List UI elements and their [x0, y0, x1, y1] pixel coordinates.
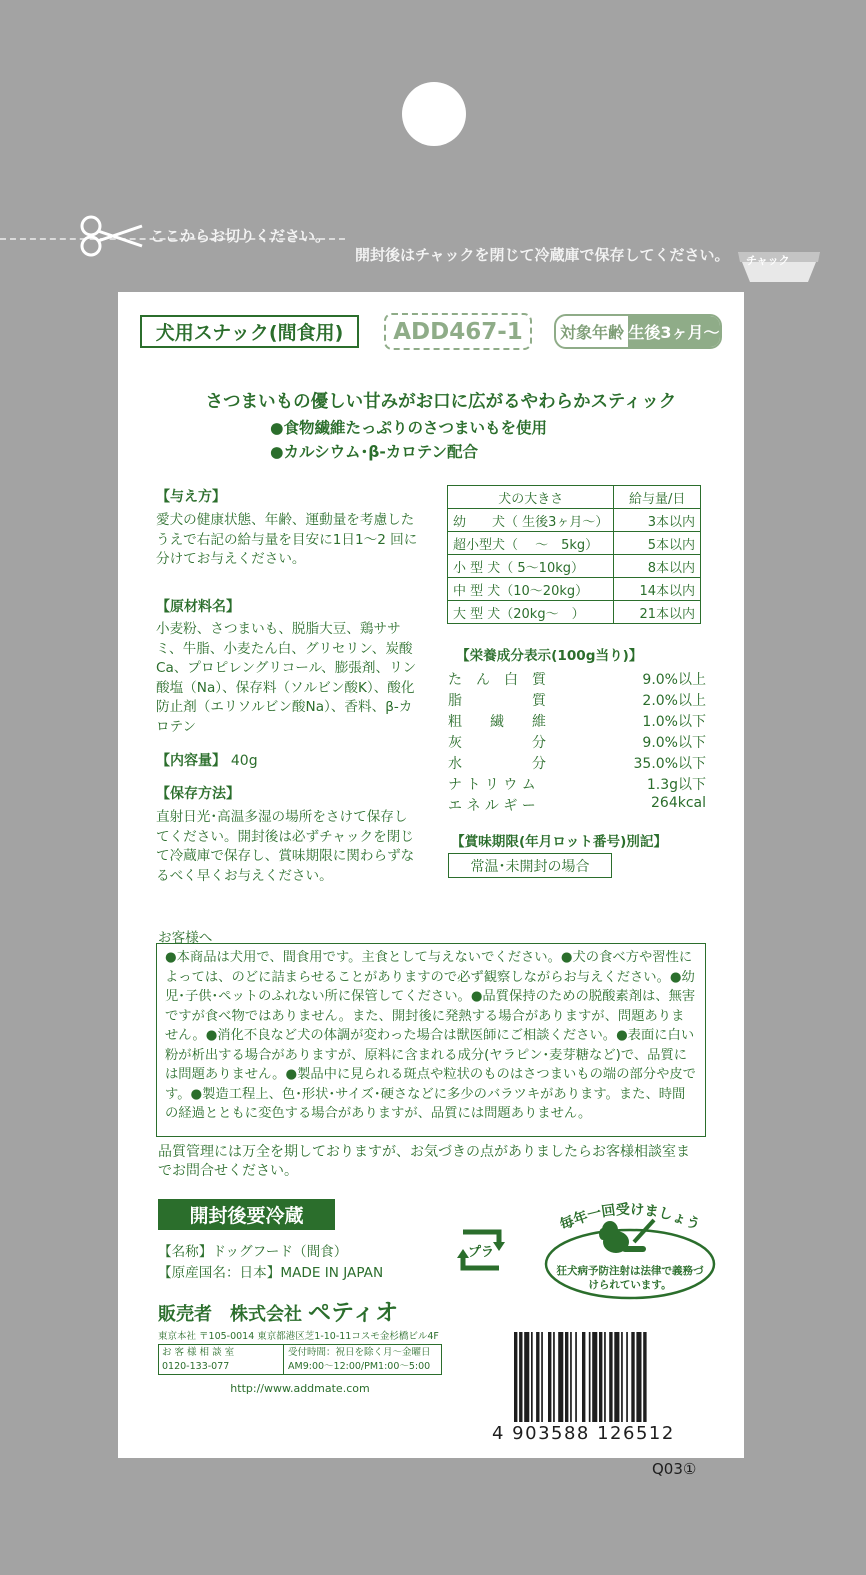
barcode-bar [514, 1332, 517, 1422]
barcode-bar [582, 1332, 585, 1422]
target-age-value: 生後3ヶ月〜 [628, 316, 720, 347]
product-lot-code: Q03① [652, 1460, 697, 1478]
plastic-recycle-icon [453, 1224, 509, 1276]
barcode-bar [519, 1332, 522, 1422]
feature-bullet: ●カルシウム･β-カロテン配合 [270, 443, 478, 461]
nutrition-row [448, 690, 706, 711]
website-url: http://www.addmate.com [230, 1382, 370, 1395]
barcode [512, 1332, 716, 1424]
hours-value: AM9:00〜12:00/PM1:00〜5:00 [288, 1361, 431, 1372]
amount-cell: 14本以内 [614, 578, 701, 601]
barcode-bar [536, 1332, 539, 1422]
nutrient-name: ナ ト リ ウ ム [448, 777, 536, 793]
expiry-lot-title: 【賞味期限(年月ロット番号)別記】 [451, 834, 668, 850]
barcode-bar [541, 1332, 543, 1422]
nutrient-value: 1.0%以下 [642, 714, 706, 730]
quality-note: 品質管理には万全を期しておりますが、お気づきの点がありましたらお客様相談室までお問合せください。 [158, 1144, 690, 1179]
content-value: 40g [230, 753, 258, 769]
barcode-bar [524, 1332, 529, 1422]
barcode-bar [592, 1332, 597, 1422]
hours-label: 受付時間：祝日を除く月〜金曜日 [288, 1347, 431, 1358]
rabies-note: 狂犬病予防注射は法律で義務づけられています。 [556, 1265, 704, 1291]
nutrition-row [448, 774, 706, 795]
nutrient-name: 粗 繊 維 [448, 714, 546, 730]
table-row [448, 555, 701, 578]
nutrient-value: 9.0%以上 [642, 672, 706, 688]
table-row [448, 509, 701, 532]
nutrient-value: 9.0%以下 [642, 735, 706, 751]
nutrition-row [448, 753, 706, 774]
barcode-bar [631, 1332, 634, 1422]
ingredients-text: 小麦粉、さつまいも、脱脂大豆、鶏ササミ、牛脂、小麦たん白、グリセリン、炭酸Ca、プロピレングリコール、膨張剤、リン酸塩（Na）、保存料（ソルビン酸K）、酸化防止剤（エリソルビン酸Na）、香料、β-カロテン [156, 621, 417, 735]
dog-size-cell: 超小型犬（ 〜 5kg） [448, 532, 614, 555]
barcode-bar [558, 1332, 563, 1422]
barcode-bar [548, 1332, 551, 1422]
amount-cell: 21本以内 [614, 601, 701, 624]
feature-bullet: ●食物繊維たっぷりのさつまいもを使用 [270, 419, 548, 437]
feeding-text: 愛犬の健康状態、年齢、運動量を考慮したうえで右記の給与量を目安に1日1〜2 回に分けてお与えください。 [156, 512, 418, 567]
barcode-bar [565, 1332, 568, 1422]
barcode-bar [599, 1332, 602, 1422]
nutrition-row [448, 669, 706, 690]
barcode-bar [621, 1332, 623, 1422]
table-row [448, 601, 701, 624]
feeding-amount-table [447, 485, 701, 624]
barcode-bar [570, 1332, 572, 1422]
product-headline: さつまいもの優しい甘みがお口に広がるやわらかスティック [205, 392, 677, 412]
table-row [448, 532, 701, 555]
customer-center-box [158, 1344, 442, 1375]
nutrition-title: 【栄養成分表示(100g当り)】 [456, 648, 643, 664]
nutrition-row [448, 795, 706, 816]
ingredients-title: 【原材料名】 [156, 599, 240, 615]
customer-center-hours [284, 1345, 441, 1374]
nutrition-row [448, 711, 706, 732]
nutrition-row [448, 732, 706, 753]
storage-title: 【保存方法】 [156, 786, 240, 802]
barcode-bar [575, 1332, 577, 1422]
barcode-bar [636, 1332, 641, 1422]
table-header-cell: 犬の大きさ [448, 486, 614, 509]
refrigerate-label: 開封後要冷蔵 [158, 1199, 335, 1230]
barcode-bar [531, 1332, 533, 1422]
customer-center-phone: 0120-133-077 [162, 1361, 230, 1372]
amount-cell: 8本以内 [614, 555, 701, 578]
barcode-bar [614, 1332, 619, 1422]
nutrient-value: 1.3g以下 [646, 777, 706, 793]
target-age-tag [554, 314, 722, 349]
seller-address: 東京本社 〒105-0014 東京都港区芝1-10-11コスモ金杉橋ビル4F [158, 1328, 442, 1345]
nutrient-name: 脂 質 [448, 693, 546, 709]
customer-center-contact [159, 1345, 284, 1374]
product-name: 【名称】ドッグフード（間食） [158, 1244, 348, 1260]
product-type-tag: 犬用スナック(間食用) [140, 315, 359, 348]
barcode-bar [604, 1332, 606, 1422]
content-title: 【内容量】 [156, 753, 226, 769]
nutrient-name: 水 分 [448, 756, 546, 772]
customer-title: お客様へ [158, 930, 213, 946]
recycle-mark-text: プラ [467, 1245, 495, 1260]
nutrient-name: た ん 白 質 [448, 672, 546, 688]
seller-label: 販売者 株式会社 [158, 1304, 302, 1325]
dog-size-cell: 小 型 犬（ 5〜10kg） [448, 555, 614, 578]
amount-cell: 5本以内 [614, 532, 701, 555]
nutrient-value: 35.0%以下 [633, 756, 706, 772]
target-age-label: 対象年齢 [559, 323, 624, 342]
nutrient-name: 灰 分 [448, 735, 546, 751]
customer-center-label: お 客 様 相 談 室 [162, 1347, 235, 1358]
dog-size-cell: 幼 犬（ 生後3ヶ月〜） [448, 509, 614, 532]
table-header-cell: 給与量/日 [614, 486, 701, 509]
table-row [448, 578, 701, 601]
storage-text: 直射日光･高温多湿の場所をさけて保存してください。開封後は必ずチャックを閉じて冷蔵庫で保存し、賞味期限に関わらずなるべく早くお与えください。 [156, 809, 415, 884]
barcode-bar [553, 1332, 555, 1422]
label-panel [118, 292, 744, 1478]
customer-notice-box: ●本商品は犬用で、間食用です。主食として与えないでください。●犬の食べ方や習性によっては、のどに詰まらせることがありますので必ず観察しながらお与えください。●幼児･子供･ペットのふれない所に保管してください。●品質保持のための脱酸素剤は、無害ですが食べ物ではありません。また、開封後に発熱する場合がありますが、問題ありません。●消化不良など犬の体調が変わった場合は獣医師にご相談ください。●表面に白い粉が析出する場合がありますが、原料に含まれる成分(ヤラピン･麦芽糖など)で、品質には問題ありません。●製品中に見られる斑点や粒状のものはさつまいもの端の部分や皮です。●製造工程上、色･形状･サイズ･硬さなどに多少のバラツキがあります。また、時間の経過とともに変色する場合がありますが、品質には問題ありません。 [156, 943, 706, 1137]
nutrient-value: 264kcal [651, 795, 706, 811]
barcode-bar [589, 1332, 591, 1422]
barcode-bar [626, 1332, 628, 1422]
table-header-row [448, 486, 701, 509]
barcode-number: 4 903588 126512 [492, 1423, 675, 1444]
barcode-bar [609, 1332, 612, 1422]
nutrient-name: エ ネ ル ギ ー [448, 798, 536, 814]
barcode-bar [643, 1332, 646, 1422]
country-of-origin: 【原産国名：日本】MADE IN JAPAN [158, 1265, 384, 1281]
amount-cell: 3本以内 [614, 509, 701, 532]
zip-storage-note: 開封後はチャックを閉じて冷蔵庫で保存してください。 [355, 246, 730, 264]
content-amount [156, 750, 258, 770]
hang-hole [402, 82, 466, 146]
nutrient-value: 2.0%以上 [642, 693, 706, 709]
rabies-arc-text: 毎年一回受けましょう [557, 1201, 703, 1234]
cut-here-text: ここからお切りください。 [150, 227, 331, 245]
seller-line [158, 1294, 398, 1327]
seller-brand: ペティオ [308, 1300, 399, 1326]
dog-size-cell: 大 型 犬（20kg〜 ） [448, 601, 614, 624]
product-code-tag: ADD467-1 [384, 313, 532, 350]
dog-size-cell: 中 型 犬（10〜20kg） [448, 578, 614, 601]
svg-text:毎年一回受けましょう [557, 1201, 702, 1234]
scissors-icon [78, 214, 144, 258]
expiry-lot-box: 常温･未開封の場合 [448, 853, 612, 878]
feeding-title: 【与え方】 [156, 489, 226, 505]
zipper-label: チャック [746, 254, 790, 267]
